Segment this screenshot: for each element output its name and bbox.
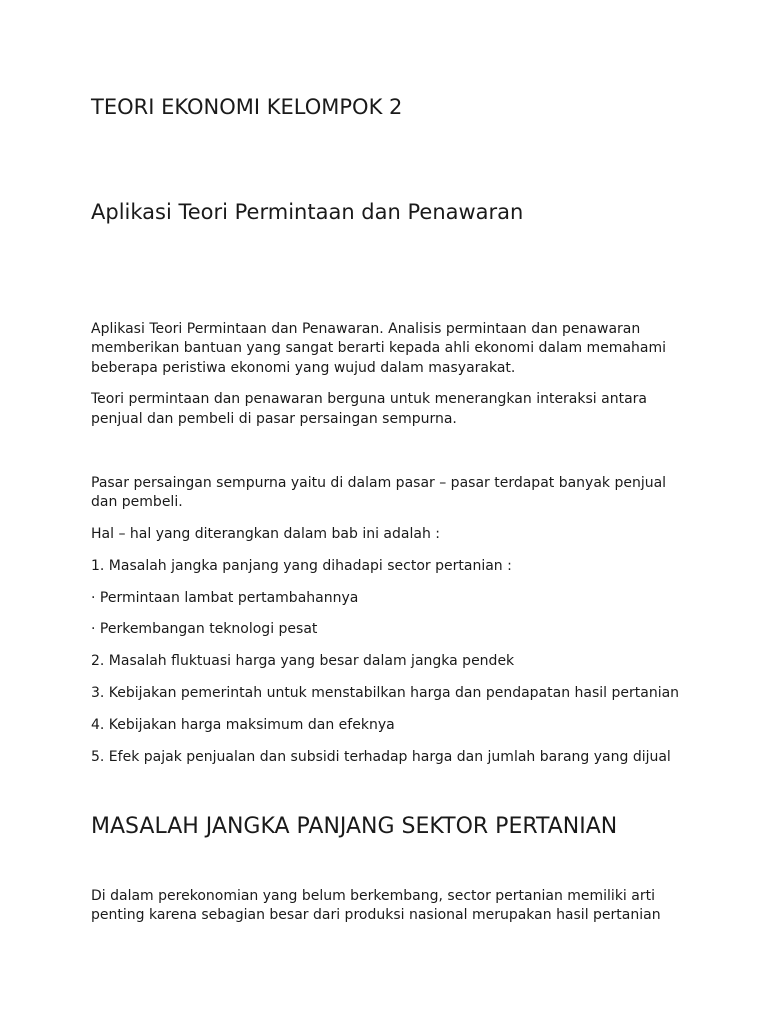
paragraph-line: beberapa peristiwa ekonomi yang wujud dalam masyarakat. xyxy=(91,360,516,376)
paragraph-line: Pasar persaingan sempurna yaitu di dalam pasar – pasar terdapat banyak penjual xyxy=(91,475,667,491)
list-item: 5. Efek pajak penjualan dan subsidi terhadap harga dan jumlah barang yang dijual xyxy=(91,749,671,765)
list-item: · Perkembangan teknologi pesat xyxy=(91,621,318,637)
list-item: · Permintaan lambat pertambahannya xyxy=(91,590,359,606)
list-item: 2. Masalah fluktuasi harga yang besar dalam jangka pendek xyxy=(91,653,515,669)
paragraph-line: Di dalam perekonomian yang belum berkembang, sector pertanian memiliki arti xyxy=(91,888,655,904)
paragraph-line: penting karena sebagian besar dari produksi nasional merupakan hasil pertanian xyxy=(91,907,661,923)
paragraph-line: penjual dan pembeli di pasar persaingan sempurna. xyxy=(91,411,457,427)
list-item: 1. Masalah jangka panjang yang dihadapi sector pertanian : xyxy=(91,558,512,574)
document-title: TEORI EKONOMI KELOMPOK 2 xyxy=(91,95,403,119)
list-item: 4. Kebijakan harga maksimum dan efeknya xyxy=(91,717,395,733)
paragraph-line: dan pembeli. xyxy=(91,494,183,510)
paragraph-line: Aplikasi Teori Permintaan dan Penawaran. Analisis permintaan dan penawaran xyxy=(91,321,641,337)
list-item: 3. Kebijakan pemerintah untuk menstabilkan harga dan pendapatan hasil pertanian xyxy=(91,685,680,701)
paragraph-line: memberikan bantuan yang sangat berarti kepada ahli ekonomi dalam memahami xyxy=(91,340,667,356)
document-subtitle: Aplikasi Teori Permintaan dan Penawaran xyxy=(91,200,524,224)
section-heading: MASALAH JANGKA PANJANG SEKTOR PERTANIAN xyxy=(91,814,618,839)
paragraph-line: Teori permintaan dan penawaran berguna untuk menerangkan interaksi antara xyxy=(91,391,647,407)
list-intro: Hal – hal yang diterangkan dalam bab ini adalah : xyxy=(91,526,440,542)
